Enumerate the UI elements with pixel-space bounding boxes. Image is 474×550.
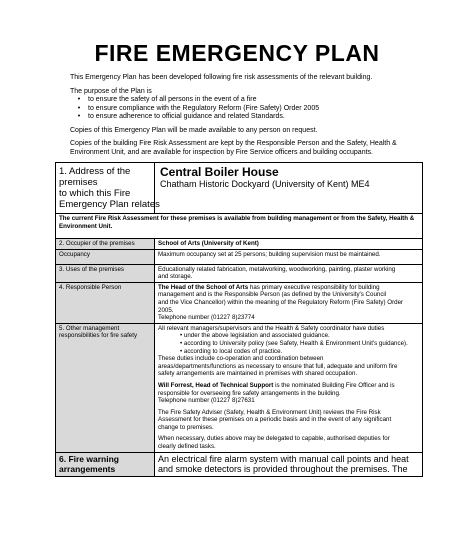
- table-row: [56, 249, 423, 264]
- table-row: [56, 452, 423, 476]
- bullet-icon: •: [180, 332, 184, 340]
- address-value-cell: [155, 163, 423, 214]
- purpose-item: • to ensure compliance with the Regulatory Reform (Fire Safety) Order 2005: [70, 105, 319, 114]
- plan-table: [55, 162, 423, 477]
- copies-fra-line: Environment Unit, and are available for inspection by Fire Service officers and building occupants.: [70, 148, 373, 156]
- fire-officer-phone: Telephone number (01227 8)27631: [158, 397, 255, 405]
- responsible-label: 4. Responsible Person: [56, 282, 155, 323]
- bullet-icon: •: [180, 347, 184, 355]
- list-item: • under the above legislation and associated guidance.: [180, 332, 330, 340]
- responsible-phone: Telephone number (01227 8)23774: [158, 314, 255, 322]
- table-row: [56, 239, 423, 250]
- building-address: Chatham Historic Dockyard (University of Kent) ME4: [160, 179, 370, 189]
- bullet-icon: •: [77, 104, 81, 112]
- table-row: [56, 282, 423, 323]
- copies-fra-line: Copies of the building Fire Risk Assessment are kept by the Responsible Person and the Safety, Health &: [70, 140, 397, 147]
- purpose-item: • to ensure the safety of all persons in the event of a fire: [70, 96, 257, 105]
- table-row: [56, 264, 423, 282]
- warning-value-cell: An electrical fire alarm system with manual call points and heat and smoke detectors is provided throughout the premises. The: [155, 452, 423, 476]
- occupancy-value: Maximum occupancy set at 25 persons; building supervision must be maintained.: [155, 249, 423, 264]
- bullet-icon: •: [77, 96, 81, 103]
- intro-text: This Emergency Plan has been developed following fire risk assessments of the relevant building.: [70, 74, 373, 81]
- copies-plan-text: Copies of this Emergency Plan will be made available to any person on request.: [70, 127, 318, 134]
- occupier-value: School of Arts (University of Kent): [155, 239, 423, 250]
- warning-label-cell: 6. Fire warning arrangements: [56, 452, 155, 476]
- building-name: Central Boiler House: [160, 165, 279, 179]
- responsible-value-cell: The Head of the School of Arts has primary executive responsibility for building management and is the Responsible Person (as defined by the University's Council and the Vice Chancellor) within the meaning of the Regulatory Reform (Fire Safety) Order 2005. Telephone number (01227 8)23774: [155, 282, 423, 323]
- table-row: [56, 214, 423, 239]
- list-item: • according to University policy (see Safety, Health & Environment Unit's guidance).: [180, 339, 408, 347]
- occupancy-label: Occupancy: [56, 249, 155, 264]
- address-label-cell: 1. Address of the premises to which this Fire Emergency Plan relates: [56, 163, 155, 214]
- fra-note-cell: The current Fire Risk Assessment for these premises is available from building management or from the Safety, Health & Environment Unit.: [56, 214, 423, 239]
- responsible-person-name: The Head of the School of Arts: [158, 283, 249, 291]
- uses-value-cell: Educationally related fabrication, metalworking, woodworking, painting, plaster working and storage.: [155, 264, 423, 282]
- list-item: • according to local codes of practice.: [180, 347, 283, 355]
- building-fire-officer-name: Will Forrest, Head of Technical Support: [158, 381, 274, 389]
- bullet-icon: •: [180, 339, 184, 347]
- occupier-label: 2. Occupier of the premises: [56, 239, 155, 250]
- other-label-cell: 5. Other management responsibilities for fire safety: [56, 323, 155, 452]
- document-title: FIRE EMERGENCY PLAN: [94, 40, 380, 66]
- uses-label: 3. Uses of the premises: [56, 264, 155, 282]
- purpose-item: • to ensure adherence to official guidance and related Standards.: [70, 113, 285, 122]
- table-row: [56, 163, 423, 214]
- table-row: [56, 323, 423, 452]
- bullet-icon: •: [77, 113, 81, 120]
- other-value-cell: All relevant managers/supervisors and the Health & Safety coordinator have duties • under the above legislation and associated guidance. • according to University policy (see Safety, Health & Environment Unit's guidance). • according to local codes of practice. These duties include co-operation and coordination between areas/departments/functions as necessary to ensure that full, adequate and uniform fire safety arrangements are maintained in premises with shared occupation. Will Forrest, Head of Technical Support is the nominated Building Fire Officer and is responsible for overseeing fire safety arrangements in the building. Telephone number (01227 8)27631 The Fire Safety Adviser (Safety, Health & Environment Unit) reviews the Fire Risk Assessment for these premises on a periodic basis and in the event of any significant change to premises. When necessary, duties above may be delegated to capable, authorised deputies for clearly defined tasks.: [155, 323, 423, 452]
- purpose-heading: The purpose of the Plan is: [70, 88, 152, 95]
